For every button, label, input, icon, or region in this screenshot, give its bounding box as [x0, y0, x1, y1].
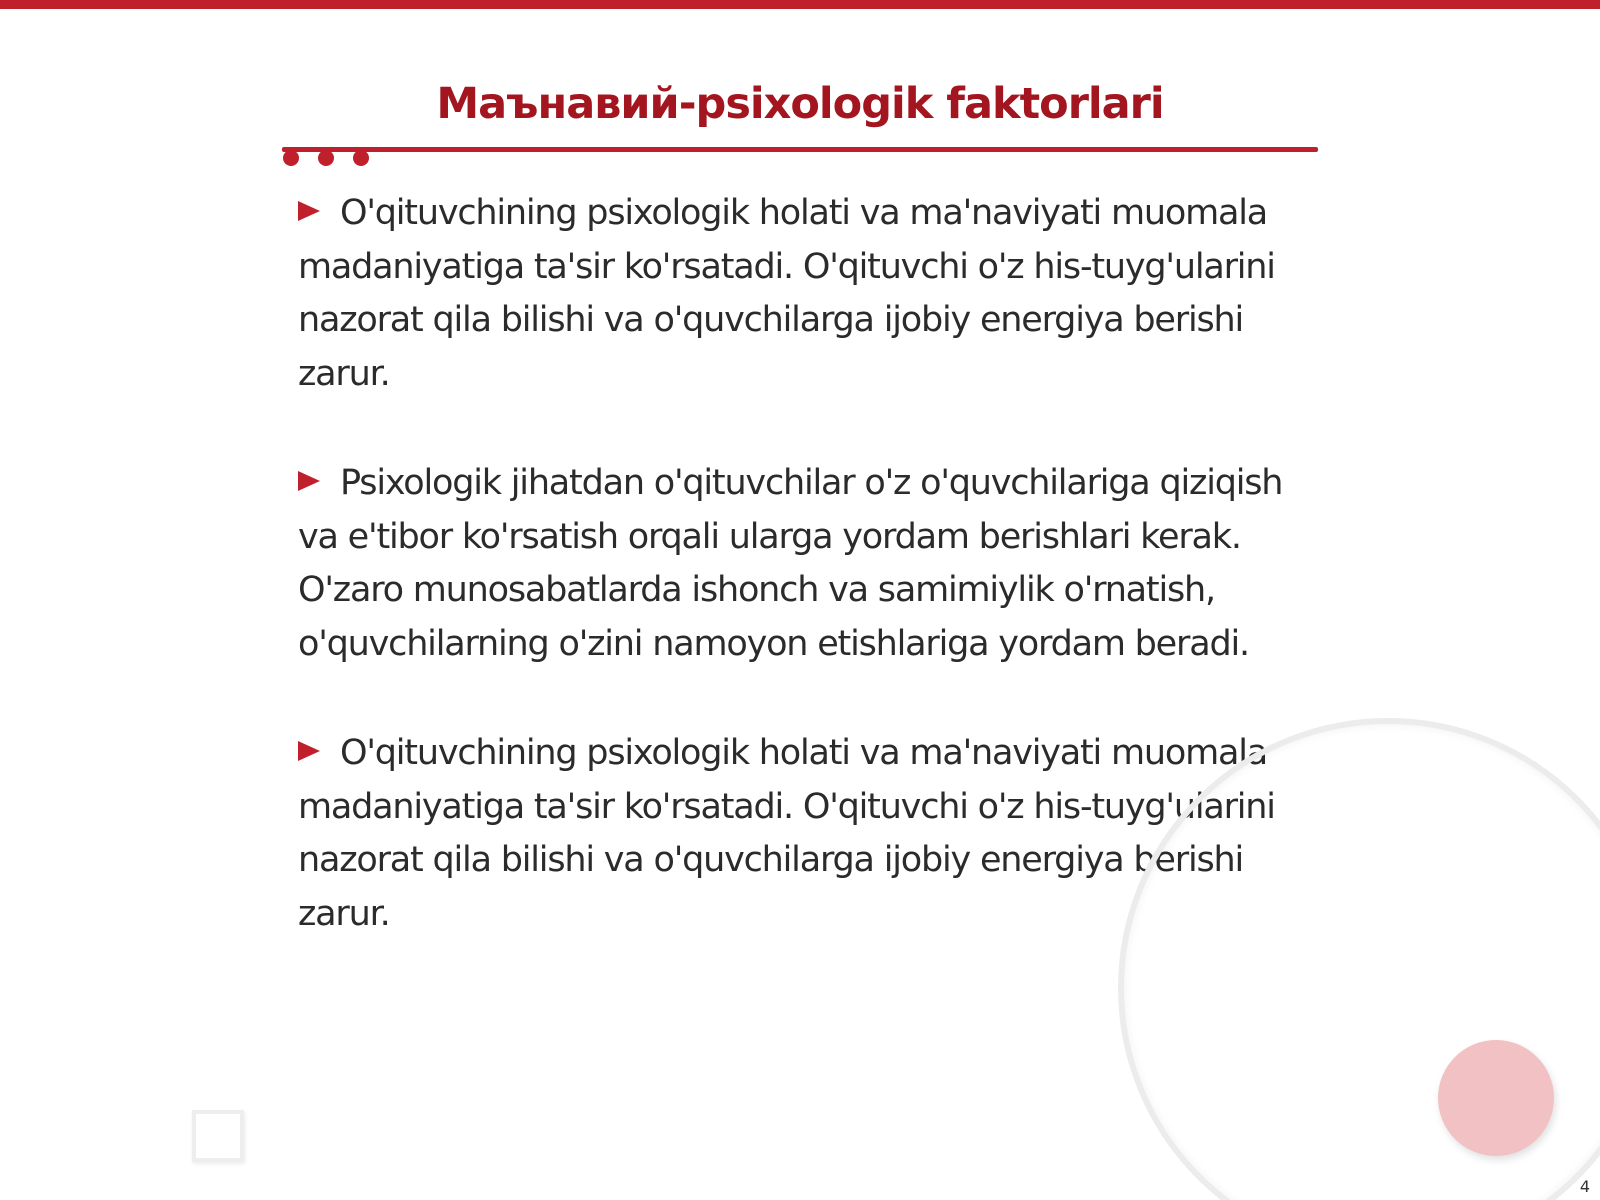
decorative-dot [283, 150, 299, 166]
triangle-right-icon [298, 741, 320, 761]
bullet-text: O'qituvchining psixologik holati va ma'naviyati muomala madaniyatiga ta'sir ko'rsatadi. O'qituvchi o'z his-tuyg'ularini nazorat qila bilishi va o'quvchilarga ijobiy energiya berishi zarur. [298, 733, 1275, 934]
bullet-item [298, 187, 1298, 401]
slide-number: 4 [1579, 1177, 1590, 1196]
decorative-dot [353, 150, 369, 166]
slide-title: Маънавий-psixologik faktorlari [436, 79, 1164, 129]
bullet-text: Psixologik jihatdan o'qituvchilar o'z o'quvchilariga qiziqish va e'tibor ko'rsatish orqali ularga yordam berishlari kerak. O'zaro munosabatlarda ishonch va samimiylik o'rnatish, o'quvchilarning o'zini namoyon etishlariga yordam beradi. [298, 463, 1283, 664]
triangle-right-icon [298, 471, 320, 491]
bullet-item [298, 457, 1298, 671]
decorative-pink-circle [1438, 1040, 1554, 1156]
bullet-text: O'qituvchining psixologik holati va ma'naviyati muomala madaniyatiga ta'sir ko'rsatadi. O'qituvchi o'z his-tuyg'ularini nazorat qila bilishi va o'quvchilarga ijobiy energiya berishi zarur. [298, 193, 1275, 394]
decorative-dot [318, 150, 334, 166]
decorative-square [192, 1110, 244, 1162]
top-accent-bar [0, 0, 1600, 9]
triangle-right-icon [298, 201, 320, 221]
title-underline [282, 147, 1318, 152]
